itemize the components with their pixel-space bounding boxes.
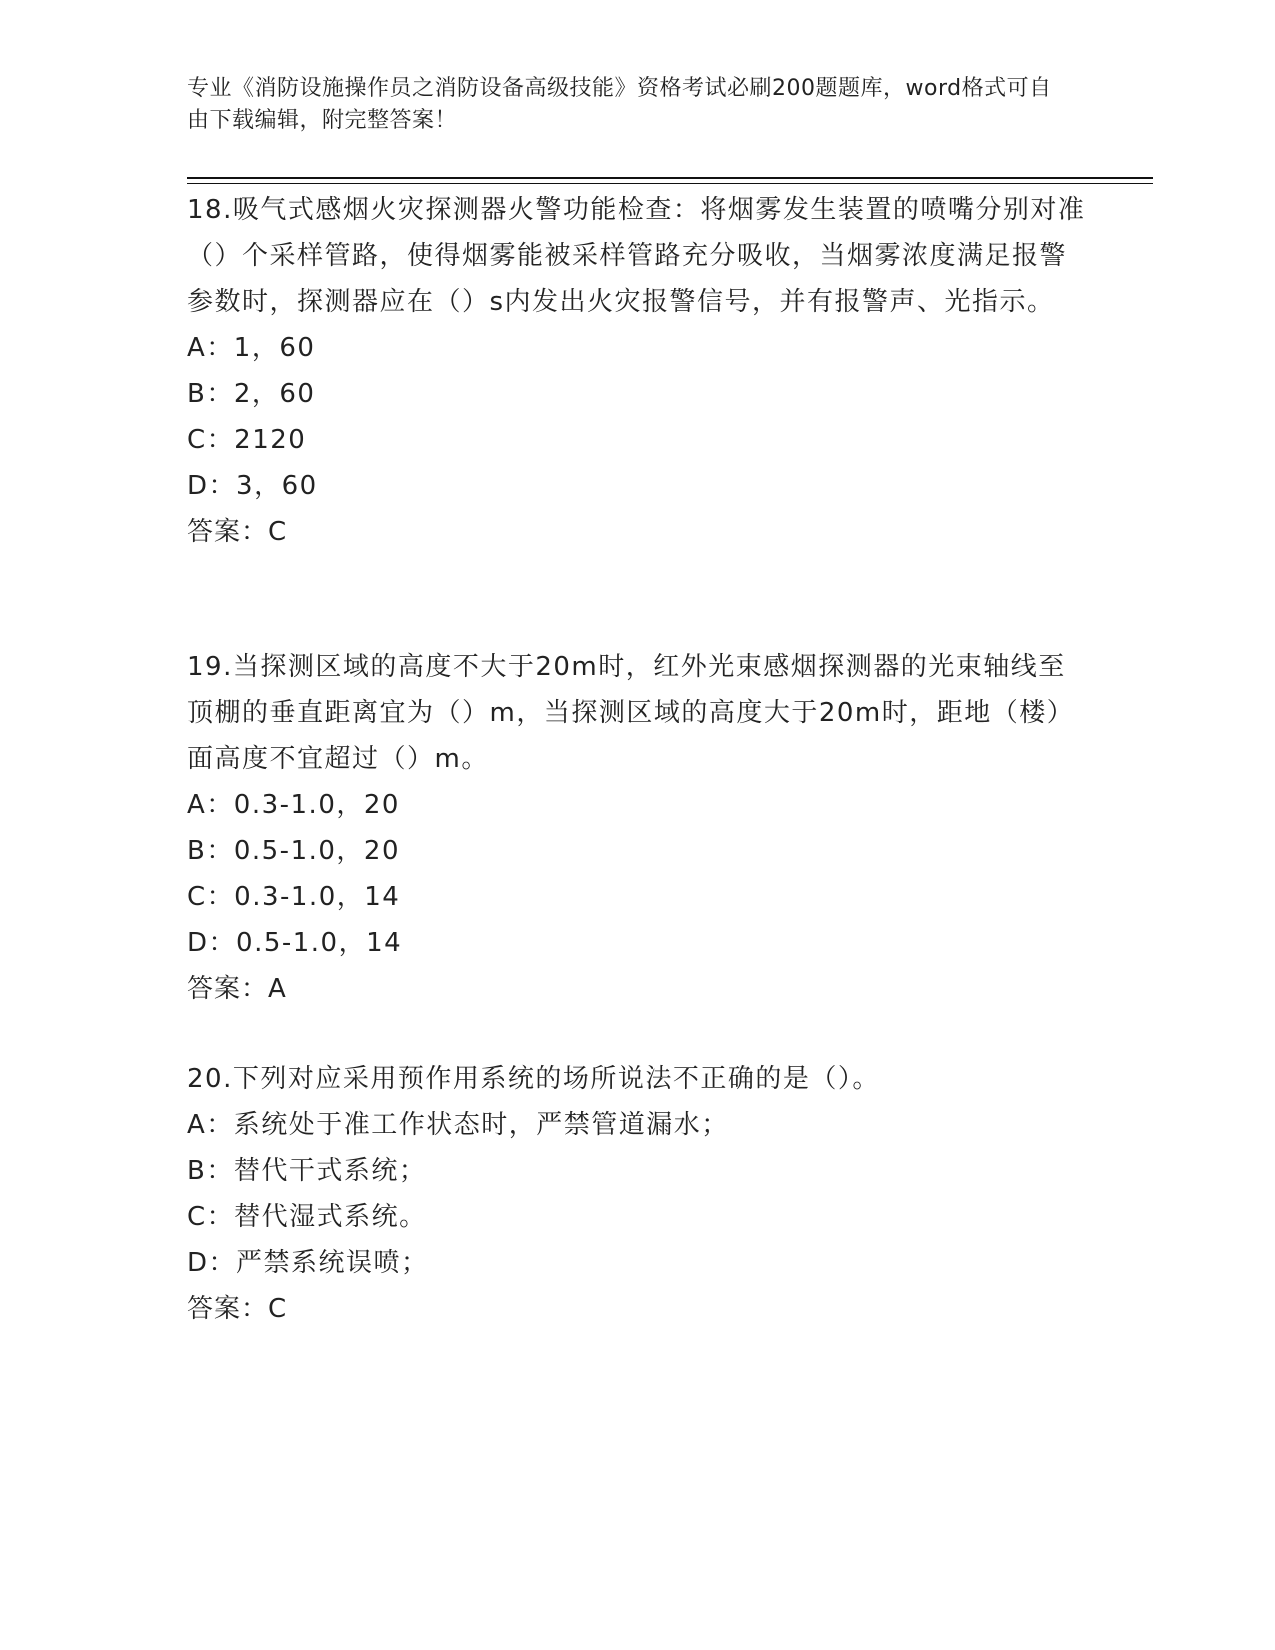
header-divider-thin [187, 183, 1153, 184]
option-b: B：0.5-1.0，20 [187, 836, 401, 866]
option-c: C：替代湿式系统。 [187, 1202, 427, 1232]
answer: 答案：C [187, 1294, 288, 1324]
question-text: 18.吸气式感烟火灾探测器火警功能检查：将烟雾发生装置的喷嘴分别对准（）个采样管路，使得烟雾能被采样管路充分吸收，当烟雾浓度满足报警参数时，探测器应在（）s内发出火灾报警信号，并有报警声、光指示。 [187, 195, 1086, 317]
option-a: A：0.3-1.0，20 [187, 790, 400, 820]
question-20 [187, 1056, 1087, 1332]
option-b: B：2，60 [187, 379, 316, 409]
option-d: D：0.5-1.0，14 [187, 928, 403, 958]
header-divider-thick [187, 177, 1153, 179]
question-text: 19.当探测区域的高度不大于20m时，红外光束感烟探测器的光束轴线至顶棚的垂直距离宜为（）m，当探测区域的高度大于20m时，距地（楼）面高度不宜超过（）m。 [187, 652, 1075, 774]
question-text: 20.下列对应采用预作用系统的场所说法不正确的是（）。 [187, 1064, 880, 1094]
option-d: D：严禁系统误喷； [187, 1248, 429, 1278]
option-a: A：系统处于准工作状态时，严禁管道漏水； [187, 1110, 729, 1140]
option-b: B：替代干式系统； [187, 1156, 427, 1186]
option-c: C：2120 [187, 425, 307, 455]
question-18 [187, 187, 1087, 555]
option-c: C：0.3-1.0，14 [187, 882, 401, 912]
question-19 [187, 644, 1087, 1012]
document-header: 专业《消防设施操作员之消防设备高级技能》资格考试必刷200题题库，word格式可自由下载编辑，附完整答案！ [187, 76, 1052, 133]
option-a: A：1，60 [187, 333, 316, 363]
option-d: D：3，60 [187, 471, 318, 501]
answer: 答案：A [187, 974, 287, 1004]
answer: 答案：C [187, 517, 288, 547]
